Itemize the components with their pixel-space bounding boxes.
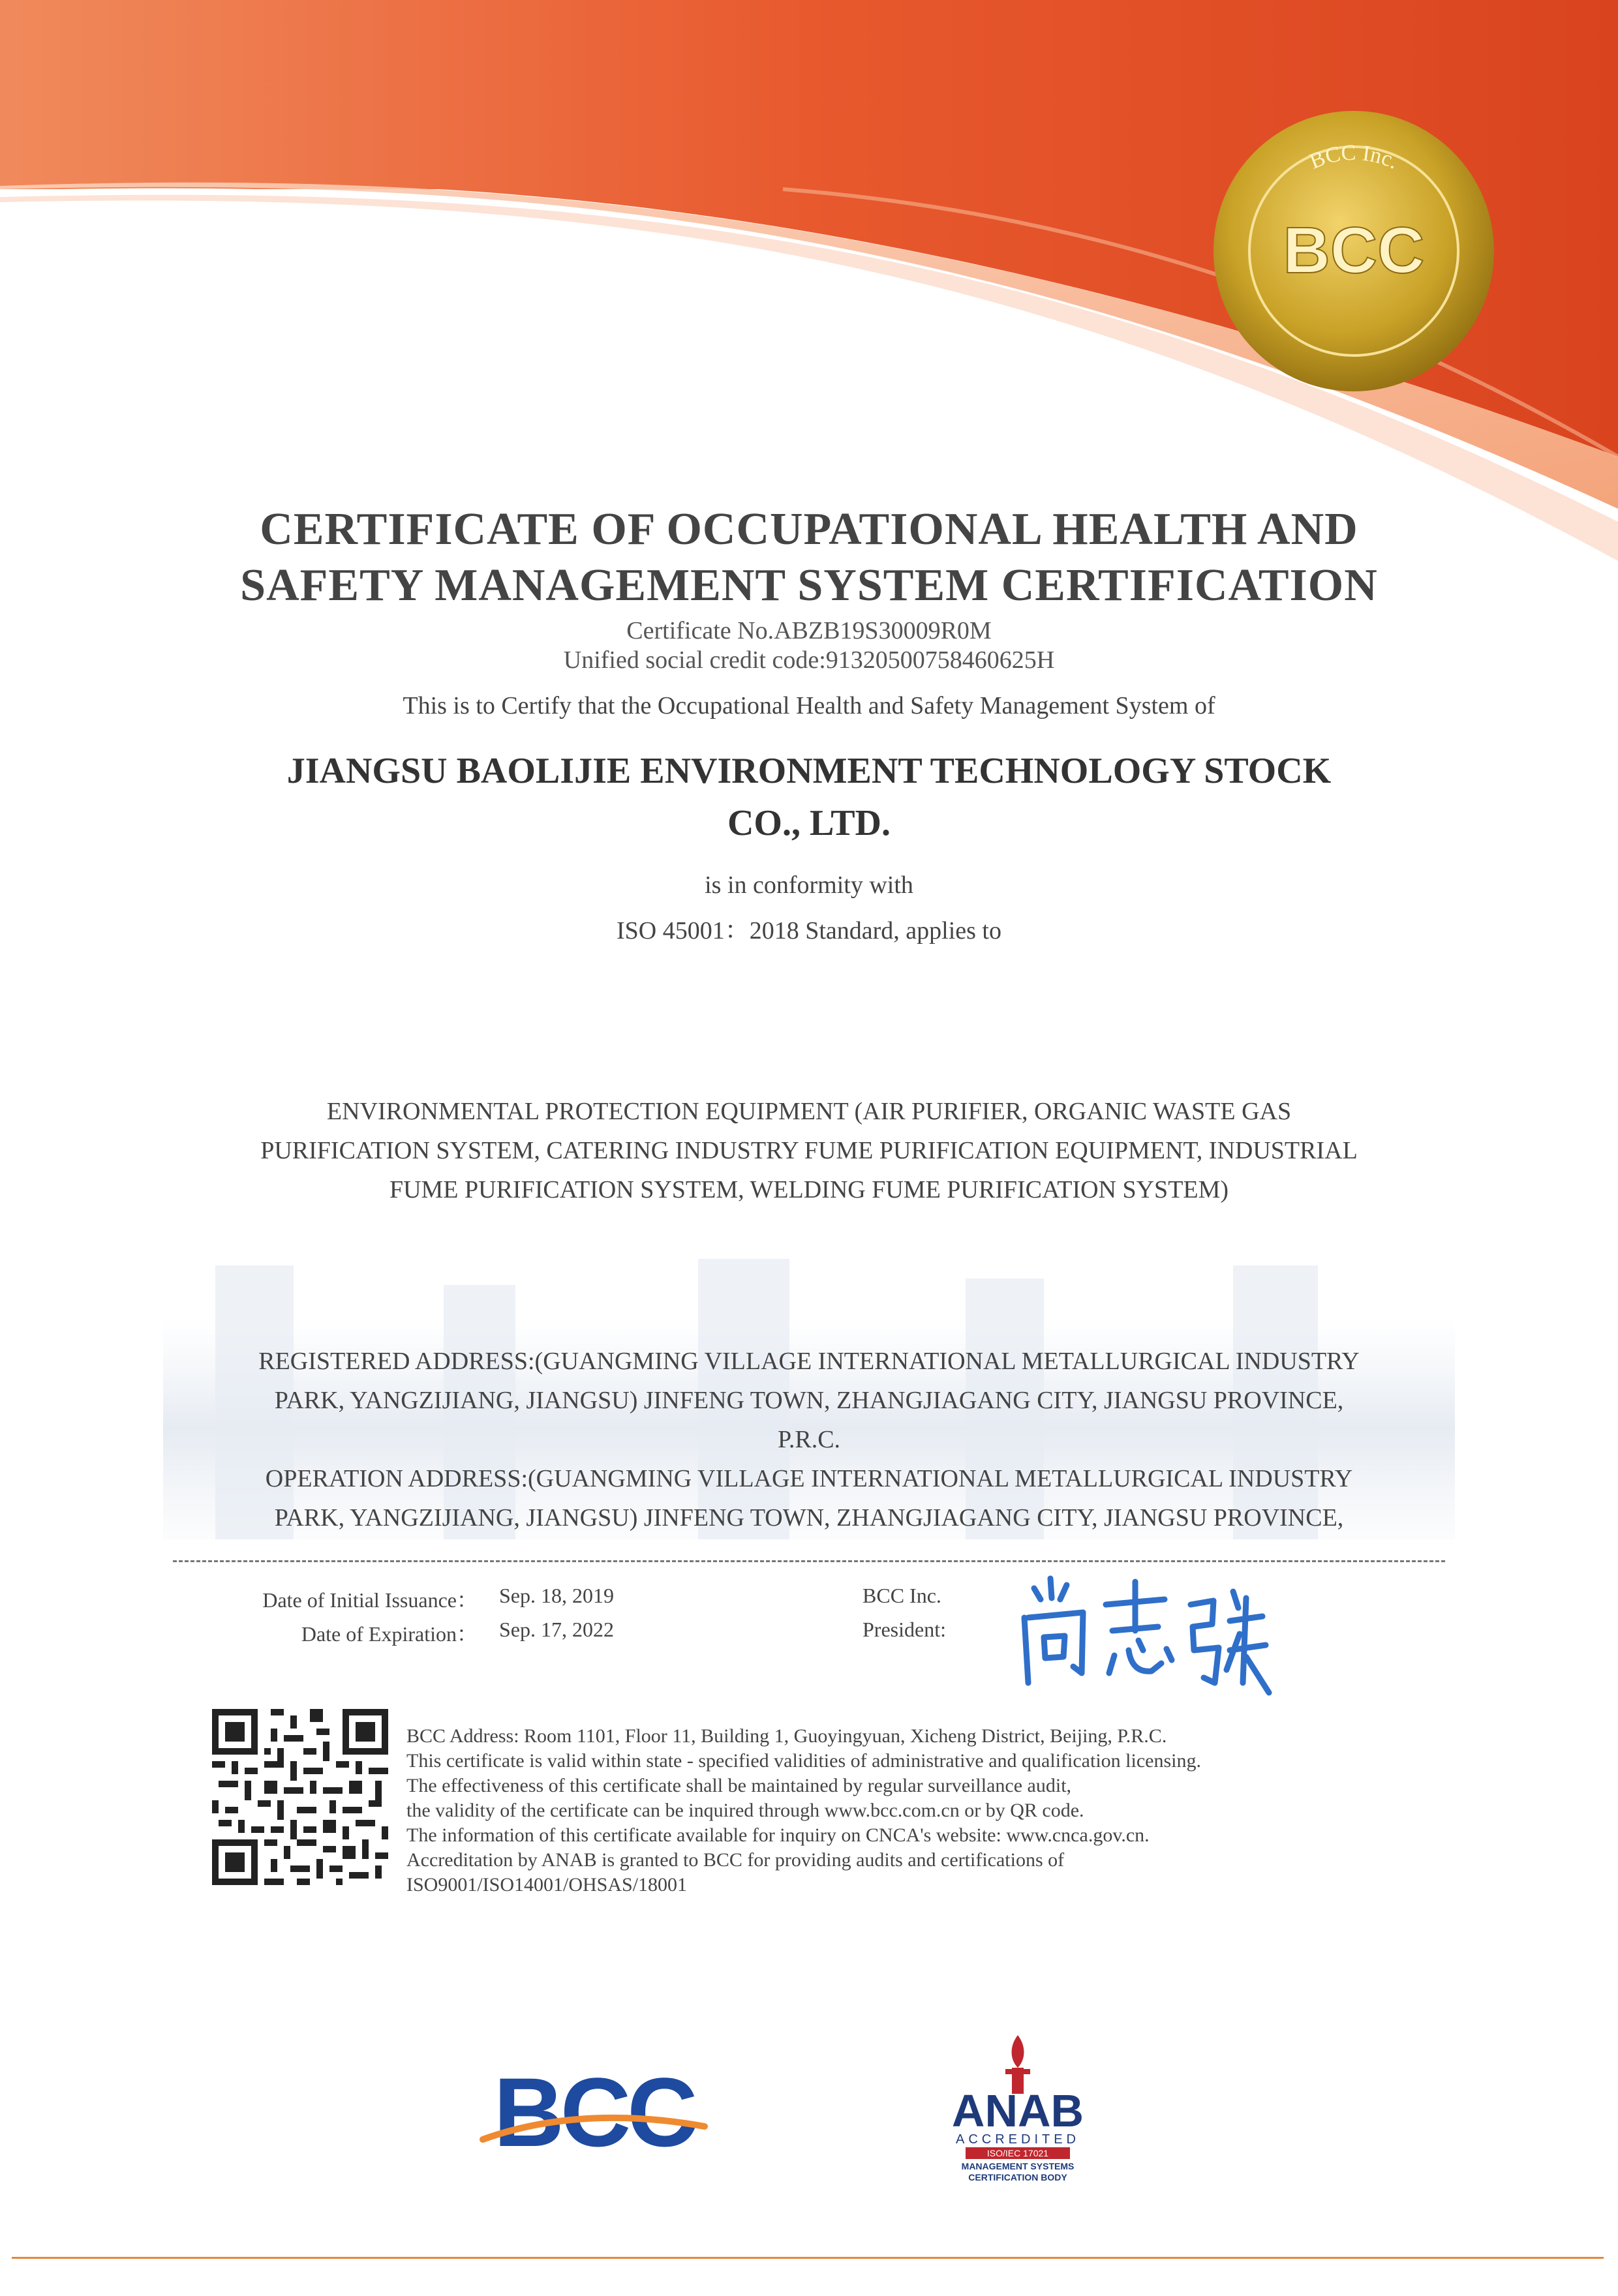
- anab-accredited-text: ACCREDITED: [955, 2132, 1080, 2147]
- bcc-gold-seal: [1200, 98, 1507, 404]
- info-line: The effectiveness of this certificate shall be maintained by regular surveillance audit,: [406, 1775, 1072, 1796]
- initial-issuance-label: Date of Initial Issuance：: [262, 1588, 478, 1612]
- anab-logo-text: ANAB: [951, 2085, 1084, 2136]
- operation-address-line: OPERATION ADDRESS:(GUANGMING VILLAGE INTERNATIONAL METALLURGICAL INDUSTRY: [265, 1465, 1353, 1492]
- certificate-number: Certificate No.ABZB19S30009R0M: [626, 617, 992, 644]
- registered-address-line: P.R.C.: [777, 1426, 841, 1453]
- issuer-organization: BCC Inc.: [862, 1584, 941, 1607]
- anab-line-1: MANAGEMENT SYSTEMS: [961, 2161, 1075, 2171]
- president-label: President:: [862, 1618, 946, 1641]
- anab-standard-text: ISO/IEC 17021: [986, 2148, 1049, 2158]
- expiration-label: Date of Expiration：: [301, 1622, 478, 1646]
- seal-center-text: BCC: [1283, 214, 1425, 287]
- info-line: The information of this certificate available for inquiry on CNCA's website: www.cnca.gov.cn.: [406, 1824, 1150, 1846]
- registered-address-line: REGISTERED ADDRESS:(GUANGMING VILLAGE INTERNATIONAL METALLURGICAL INDUSTRY: [258, 1348, 1360, 1375]
- info-line: ISO9001/ISO14001/OHSAS/18001: [406, 1874, 688, 1896]
- company-name-line-1: JIANGSU BAOLIJIE ENVIRONMENT TECHNOLOGY STOCK: [286, 751, 1332, 791]
- conformity-statement: is in conformity with: [705, 871, 913, 899]
- operation-address-line: PARK, YANGZIJIANG, JIANGSU) JINFENG TOWN, ZHANGJIAGANG CITY, JIANGSU PROVINCE,: [274, 1504, 1344, 1532]
- scope-line: PURIFICATION SYSTEM, CATERING INDUSTRY FUME PURIFICATION EQUIPMENT, INDUSTRIAL: [260, 1137, 1358, 1164]
- president-signature: [1005, 1559, 1285, 1715]
- qr-code[interactable]: [212, 1709, 388, 1885]
- bcc-logo-text: BCC: [493, 2061, 694, 2167]
- info-line: Accreditation by ANAB is granted to BCC for providing audits and certifications of: [406, 1849, 1065, 1871]
- expiration-date: Sep. 17, 2022: [499, 1618, 614, 1641]
- company-name-line-2: CO., LTD.: [727, 803, 891, 843]
- bottom-border-line: [12, 2257, 1604, 2259]
- scope-line: ENVIRONMENTAL PROTECTION EQUIPMENT (AIR PURIFIER, ORGANIC WASTE GAS: [326, 1098, 1292, 1125]
- certificate-title-line-1: CERTIFICATE OF OCCUPATIONAL HEALTH AND: [260, 504, 1358, 554]
- certificate-title-line-2: SAFETY MANAGEMENT SYSTEM CERTIFICATION: [240, 560, 1378, 611]
- seal-ring-text: BCC Inc.: [1306, 140, 1403, 174]
- unified-credit-code: Unified social credit code:91320500758460625H: [563, 646, 1055, 674]
- registered-address-line: PARK, YANGZIJIANG, JIANGSU) JINFENG TOWN, ZHANGJIAGANG CITY, JIANGSU PROVINCE,: [274, 1387, 1344, 1414]
- standard-statement: ISO 45001：2018 Standard, applies to: [616, 917, 1001, 944]
- info-line: the validity of the certificate can be inquired through www.bcc.com.cn or by QR code.: [406, 1800, 1084, 1821]
- certify-statement: This is to Certify that the Occupational Health and Safety Management System of: [403, 692, 1215, 719]
- bcc-logo: [476, 2061, 711, 2172]
- initial-issuance-date: Sep. 18, 2019: [499, 1584, 614, 1607]
- anab-line-2: CERTIFICATION BODY: [968, 2172, 1067, 2183]
- scope-line: FUME PURIFICATION SYSTEM, WELDING FUME PURIFICATION SYSTEM): [389, 1176, 1229, 1203]
- info-line: BCC Address: Room 1101, Floor 11, Building 1, Guoyingyuan, Xicheng District, Beijing, P.R.C.: [406, 1725, 1167, 1747]
- info-line: This certificate is valid within state - specified validities of administrative and qualification licensing.: [406, 1750, 1201, 1772]
- anab-logo: [930, 2022, 1106, 2185]
